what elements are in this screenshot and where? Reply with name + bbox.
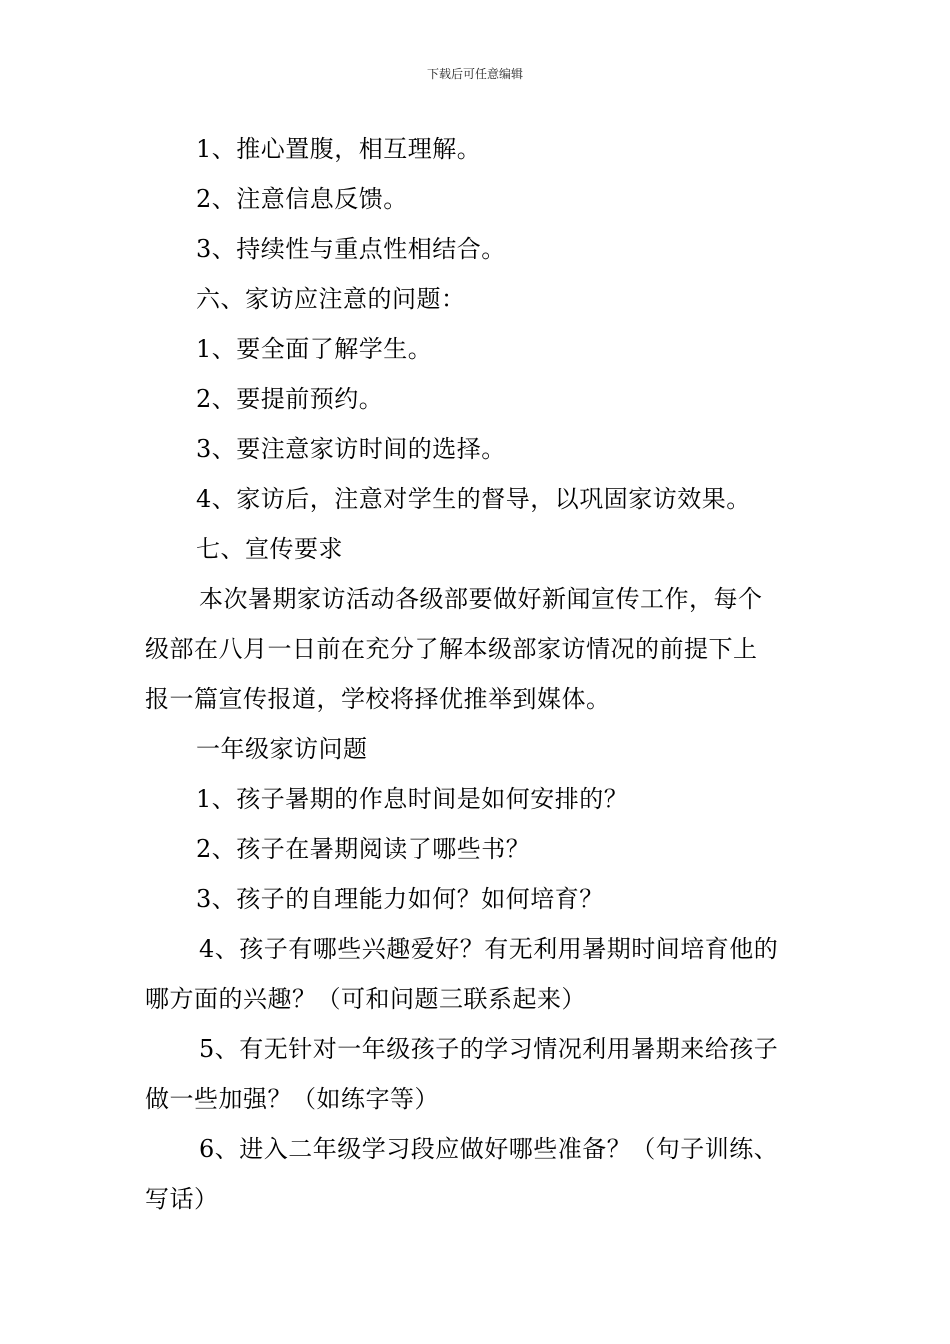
page-header: 下载后可任意编辑: [426, 67, 523, 81]
question-line: 6、进入二年级学习段应做好哪些准备？（句子训练、: [199, 1135, 779, 1163]
question-line: 5、有无针对一年级孩子的学习情况利用暑期来给孩子: [199, 1035, 779, 1063]
paragraph-line: 2、注意信息反馈。: [196, 185, 408, 213]
question-line: 哪方面的兴趣？（可和问题三联系起来）: [145, 985, 586, 1013]
paragraph-line: 3、要注意家访时间的选择。: [196, 435, 506, 463]
paragraph-line: 级部在八月一日前在充分了解本级部家访情况的前提下上: [145, 635, 758, 663]
paragraph-line: 本次暑期家访活动各级部要做好新闻宣传工作，每个: [199, 585, 763, 613]
question-line: 做一些加强？（如练字等）: [145, 1085, 439, 1113]
document-body: [145, 124, 810, 1224]
paragraph-line: 2、要提前预约。: [196, 385, 384, 413]
question-line: 写话）: [145, 1185, 219, 1213]
question-line: 4、孩子有哪些兴趣爱好？有无利用暑期时间培育他的: [199, 935, 779, 963]
section-heading: 六、家访应注意的问题：: [196, 285, 466, 313]
section-heading: 一年级家访问题: [196, 735, 368, 763]
paragraph-line: 1、推心置腹，相互理解。: [196, 135, 482, 163]
question-line: 2、孩子在暑期阅读了哪些书？: [196, 835, 531, 863]
paragraph-line: 报一篇宣传报道，学校将择优推举到媒体。: [145, 685, 611, 713]
question-line: 3、孩子的自理能力如何？如何培育？: [196, 885, 604, 913]
paragraph-line: 4、家访后，注意对学生的督导，以巩固家访效果。: [196, 485, 751, 513]
paragraph-line: 3、持续性与重点性相结合。: [196, 235, 506, 263]
section-heading: 七、宣传要求: [196, 535, 343, 563]
question-line: 1、孩子暑期的作息时间是如何安排的？: [196, 785, 629, 813]
paragraph-line: 1、要全面了解学生。: [196, 335, 433, 363]
